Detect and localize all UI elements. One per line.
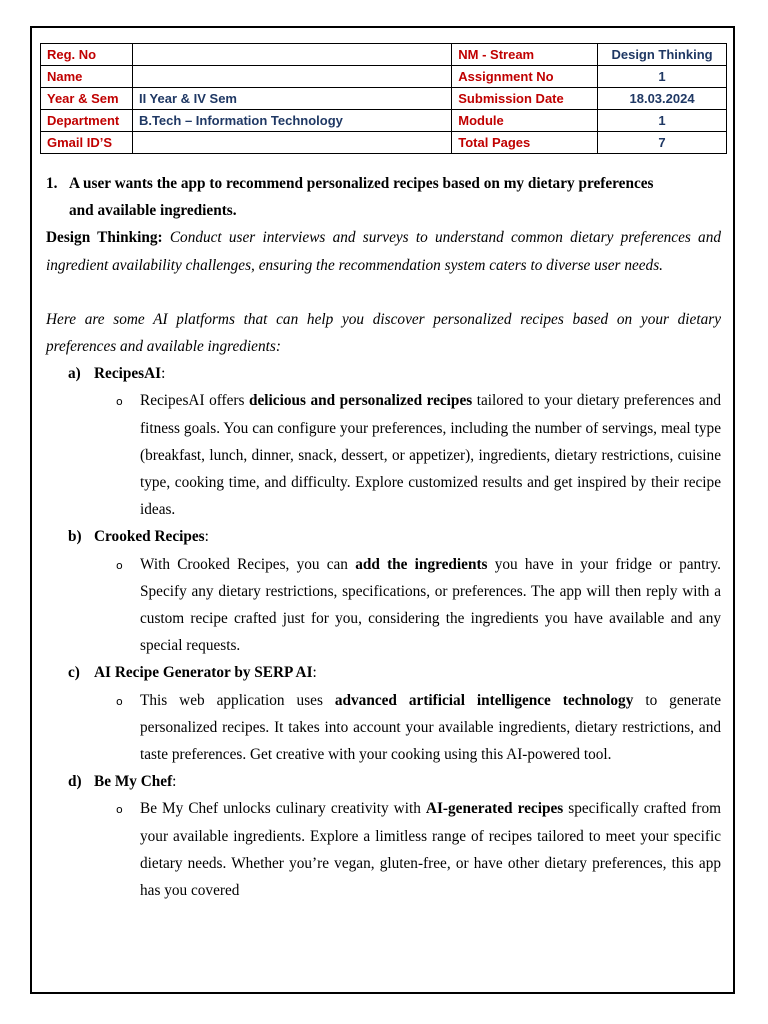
question-line-1: A user wants the app to recommend personalized recipes based on my dietary preferences [69, 175, 654, 192]
desc-pre: This web application uses [140, 691, 335, 709]
platform-colon: : [161, 365, 166, 383]
label-assignment-no: Assignment No [452, 66, 598, 88]
question-text [69, 170, 654, 224]
desc-bold: advanced artificial intelligence technology [334, 691, 634, 709]
platform-description [116, 795, 721, 904]
info-table [40, 43, 727, 154]
platform-letter: c) [68, 664, 80, 682]
platform-colon: : [204, 528, 209, 546]
bullet-icon: o [116, 694, 123, 708]
platform-heading [68, 768, 721, 795]
label-total-pages: Total Pages [452, 132, 598, 154]
platform-list [46, 360, 721, 904]
platform-heading [68, 360, 721, 387]
platform-colon: : [172, 773, 177, 791]
label-nm-stream: NM - Stream [452, 44, 598, 66]
desc-post: to generate personalized recipes. It takes into account your available ingredients, dietary restrictions, and taste preferences. Get creative with your cooking using this AI-powered tool. [140, 691, 721, 764]
list-item [46, 523, 721, 659]
platform-description [116, 551, 721, 660]
table-row [41, 88, 727, 110]
document-body [46, 170, 721, 904]
desc-pre: With Crooked Recipes, you can [140, 555, 356, 573]
value-gmail-id [132, 132, 451, 154]
desc-post: specifically crafted from your available ingredients. Explore a limitless range of recipes tailored to meet your specific dietary needs. Whether you’re vegan, gluten-free, or have other dietary preferences, this app has you covered [140, 800, 722, 900]
platform-description [116, 387, 721, 523]
value-total-pages: 7 [598, 132, 727, 154]
table-row [41, 110, 727, 132]
value-assignment-no: 1 [598, 66, 727, 88]
question-line-2: and available ingredients. [69, 202, 237, 220]
value-submission-date: 18.03.2024 [598, 88, 727, 110]
design-thinking-paragraph [46, 224, 721, 278]
bullet-icon: o [116, 395, 123, 409]
platform-colon: : [312, 664, 317, 682]
value-year-sem: II Year & IV Sem [132, 88, 451, 110]
question-heading [46, 170, 721, 224]
value-module: 1 [598, 110, 727, 132]
list-item [46, 360, 721, 523]
table-row [41, 66, 727, 88]
platform-heading [68, 659, 721, 686]
desc-post: you have in your fridge or pantry. Specify any dietary restrictions, specifications, or preferences. The app will then reply with a custom recipe crafted just for you, considering the ingredients you have available and any special requests. [140, 555, 721, 655]
value-reg-no [132, 44, 451, 66]
table-row [41, 44, 727, 66]
desc-pre: RecipesAI offers [140, 392, 249, 410]
label-name: Name [41, 66, 133, 88]
platform-letter: b) [68, 528, 82, 546]
label-gmail-id: Gmail ID’S [41, 132, 133, 154]
question-number: 1. [46, 175, 58, 192]
design-thinking-label: Design Thinking: [46, 229, 163, 247]
desc-bold: AI-generated recipes [425, 800, 564, 818]
value-name [132, 66, 451, 88]
desc-post: tailored to your dietary preferences and fitness goals. You can configure your preferences, including the number of servings, meal type (breakfast, lunch, dinner, snack, dessert, or appetizer), ingredients, dietary restrictions, cuisine type, cooking time, and difficulty. Explore customized results and get inspired by their recipe ideas. [140, 392, 721, 519]
desc-bold: delicious and personalized recipes [249, 392, 473, 410]
platform-letter: d) [68, 773, 82, 791]
label-department: Department [41, 110, 133, 132]
label-module: Module [452, 110, 598, 132]
desc-pre: Be My Chef unlocks culinary creativity with [140, 800, 426, 818]
label-reg-no: Reg. No [41, 44, 133, 66]
table-row [41, 132, 727, 154]
platform-description [116, 687, 721, 769]
value-nm-stream: Design Thinking [598, 44, 727, 66]
intro-paragraph: Here are some AI platforms that can help you discover personalized recipes based on your dietary preferences and available ingredients: [46, 310, 721, 356]
design-thinking-text: Conduct user interviews and surveys to understand common dietary preferences and ingredient availability challenges, ensuring the recommendation system caters to diverse user needs. [46, 229, 722, 274]
label-submission-date: Submission Date [452, 88, 598, 110]
platform-heading [68, 523, 721, 550]
bullet-icon: o [116, 558, 123, 572]
platform-name: Crooked Recipes [94, 528, 205, 546]
platform-letter: a) [68, 365, 81, 383]
bullet-icon: o [116, 803, 123, 817]
label-year-sem: Year & Sem [41, 88, 133, 110]
list-item [46, 768, 721, 904]
value-department: B.Tech – Information Technology [132, 110, 451, 132]
platform-name: Be My Chef [94, 773, 173, 791]
platform-name: RecipesAI [94, 365, 162, 383]
desc-bold: add the ingredients [355, 555, 488, 573]
list-item [46, 659, 721, 768]
platform-name: AI Recipe Generator by SERP AI [94, 664, 313, 682]
